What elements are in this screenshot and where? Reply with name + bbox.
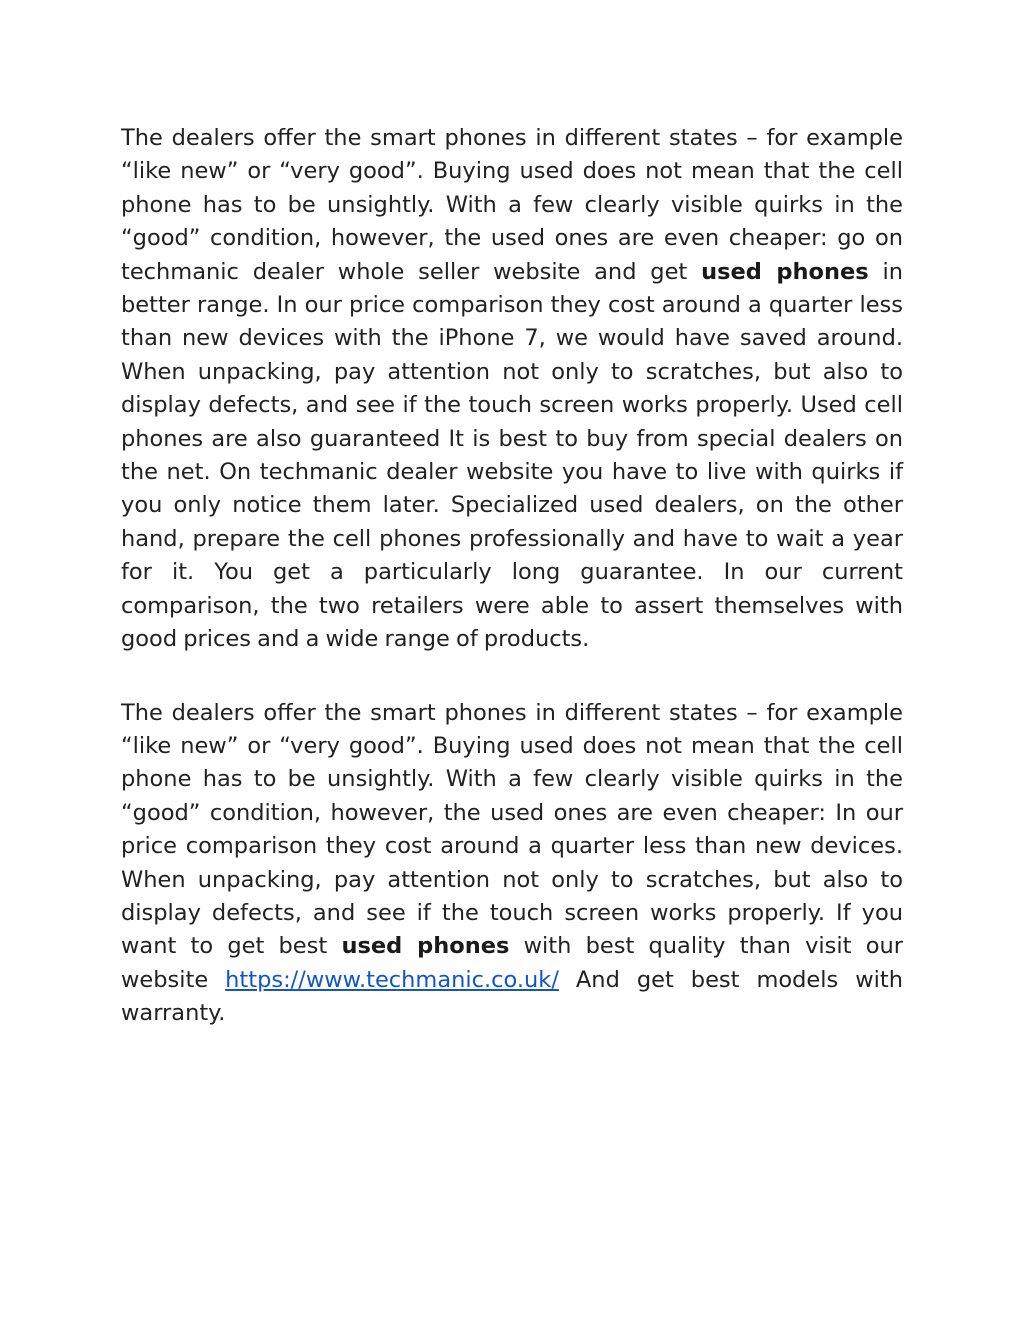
document-page bbox=[121, 122, 903, 1031]
paragraph-2 bbox=[121, 697, 903, 1031]
paragraph-1-text-b: in better range. In our price comparison they cost around a quarter less than new devices with the iPhone 7, we would have saved around. When unpacking, pay attention not only to scratches, but also to display defects, and see if the touch screen works properly. Used cell phones are also guaranteed It is best to buy from special dealers on the net. On techmanic dealer website you have to live with quirks if you only notice them later. Specialized used dealers, on the other hand, prepare the cell phones professionally and have to wait a year for it. You get a particularly long guarantee. In our current comparison, the two retailers were able to assert themselves with good prices and a wide range of products. bbox=[121, 258, 903, 653]
paragraph-1 bbox=[121, 122, 903, 657]
paragraph-1-text-a: The dealers offer the smart phones in different states – for example “like new” or “very good”. Buying used does not mean that the cell phone has to be unsightly. With a few clearly visible quirks in the “good” condition, however, the used ones are even cheaper: go on techmanic dealer whole seller website and get bbox=[121, 125, 903, 285]
paragraph-2-text-a: The dealers offer the smart phones in different states – for example “like new” or “very good”. Buying used does not mean that the cell phone has to be unsightly. With a few clearly visible quirks in the “good” condition, however, the used ones are even cheaper: In our price comparison they cost around a quarter less than new devices. When unpacking, pay attention not only to scratches, but also to display defects, and see if the touch screen works properly. If you want to get best bbox=[121, 699, 903, 960]
keyword-used-phones: used phones bbox=[341, 933, 510, 960]
website-link[interactable]: https://www.techmanic.co.uk/ bbox=[225, 966, 559, 993]
paragraph-2-text-c: And get best models with warranty. bbox=[121, 966, 903, 1027]
keyword-used-phones: used phones bbox=[701, 258, 869, 285]
paragraph-2-text-b: with best quality than visit our website bbox=[121, 933, 903, 993]
